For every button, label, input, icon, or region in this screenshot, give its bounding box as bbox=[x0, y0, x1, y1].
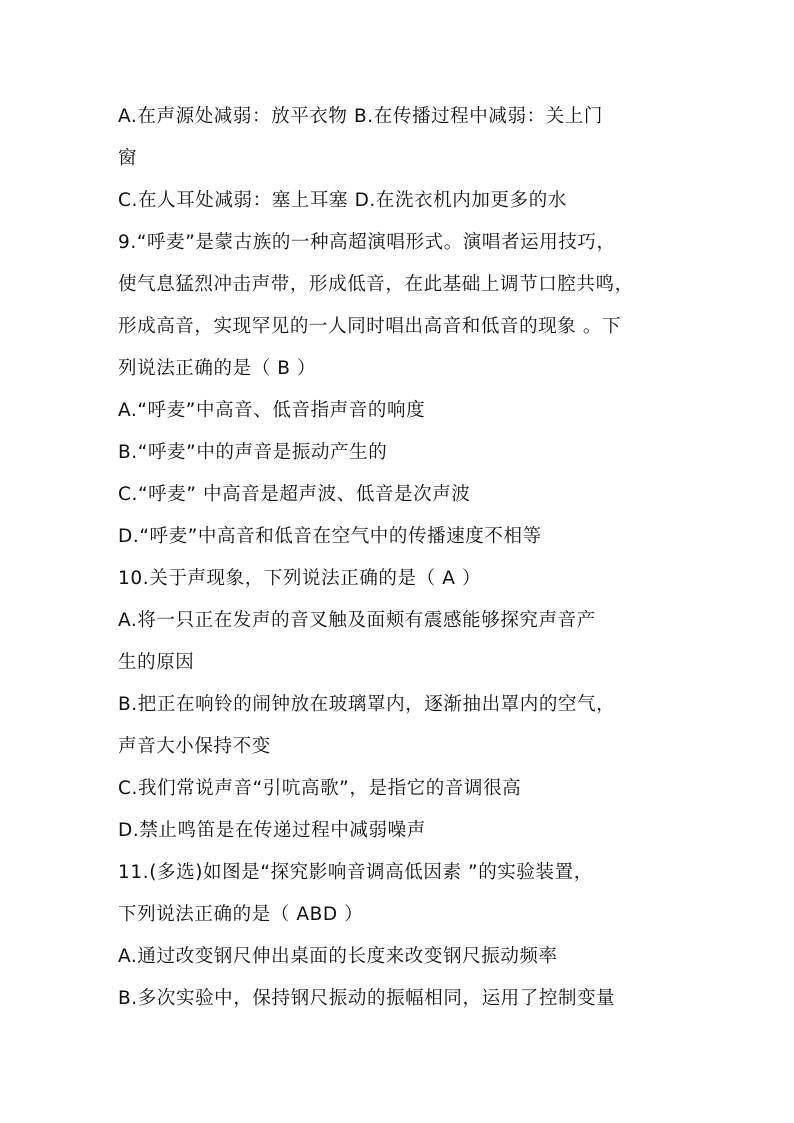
text-line-12: 10.关于声现象，下列说法正确的是（ A ） bbox=[118, 568, 482, 589]
text-line-1: A.在声源处减弱：放平衣物 B.在传播过程中减弱：关上门 bbox=[118, 106, 603, 127]
text-line-19: 11.(多选)如图是“探究影响音调高低因素 ”的实验装置， bbox=[118, 862, 593, 883]
text-line-4: 9.“呼麦”是蒙古族的一种高超演唱形式。演唱者运用技巧， bbox=[118, 232, 616, 253]
text-line-3: C.在人耳处减弱：塞上耳塞 D.在洗衣机内加更多的水 bbox=[118, 190, 567, 211]
text-line-9: B.“呼麦”中的声音是振动产生的 bbox=[118, 442, 388, 463]
text-line-2: 窗 bbox=[118, 148, 138, 169]
text-line-18: D.禁止鸣笛是在传递过程中减弱噪声 bbox=[118, 820, 426, 841]
text-line-17: C.我们常说声音“引吭高歌”，是指它的音调很高 bbox=[118, 778, 522, 799]
text-line-22: B.多次实验中，保持钢尺振动的振幅相同，运用了控制变量 bbox=[118, 988, 616, 1009]
text-line-11: D.“呼麦”中高音和低音在空气中的传播速度不相等 bbox=[118, 526, 542, 547]
text-line-8: A.“呼麦”中高音、低音指声音的响度 bbox=[118, 400, 426, 421]
text-line-5: 使气息猛烈冲击声带，形成低音，在此基础上调节口腔共鸣， bbox=[118, 274, 634, 295]
text-line-7: 列说法正确的是（ B ） bbox=[118, 358, 317, 379]
text-line-15: B.把正在响铃的闹钟放在玻璃罩内，逐渐抽出罩内的空气， bbox=[118, 694, 616, 715]
text-line-10: C.“呼麦” 中高音是超声波、低音是次声波 bbox=[118, 484, 471, 505]
text-line-13: A.将一只正在发声的音叉触及面颊有震感能够探究声音产 bbox=[118, 610, 596, 631]
text-line-6: 形成高音，实现罕见的一人同时唱出高音和低音的现象 。下 bbox=[118, 316, 622, 337]
text-line-14: 生的原因 bbox=[118, 652, 195, 673]
text-line-16: 声音大小保持不变 bbox=[118, 736, 271, 757]
text-line-20: 下列说法正确的是（ ABD ） bbox=[118, 904, 364, 925]
text-line-21: A.通过改变钢尺伸出桌面的长度来改变钢尺振动频率 bbox=[118, 946, 558, 967]
